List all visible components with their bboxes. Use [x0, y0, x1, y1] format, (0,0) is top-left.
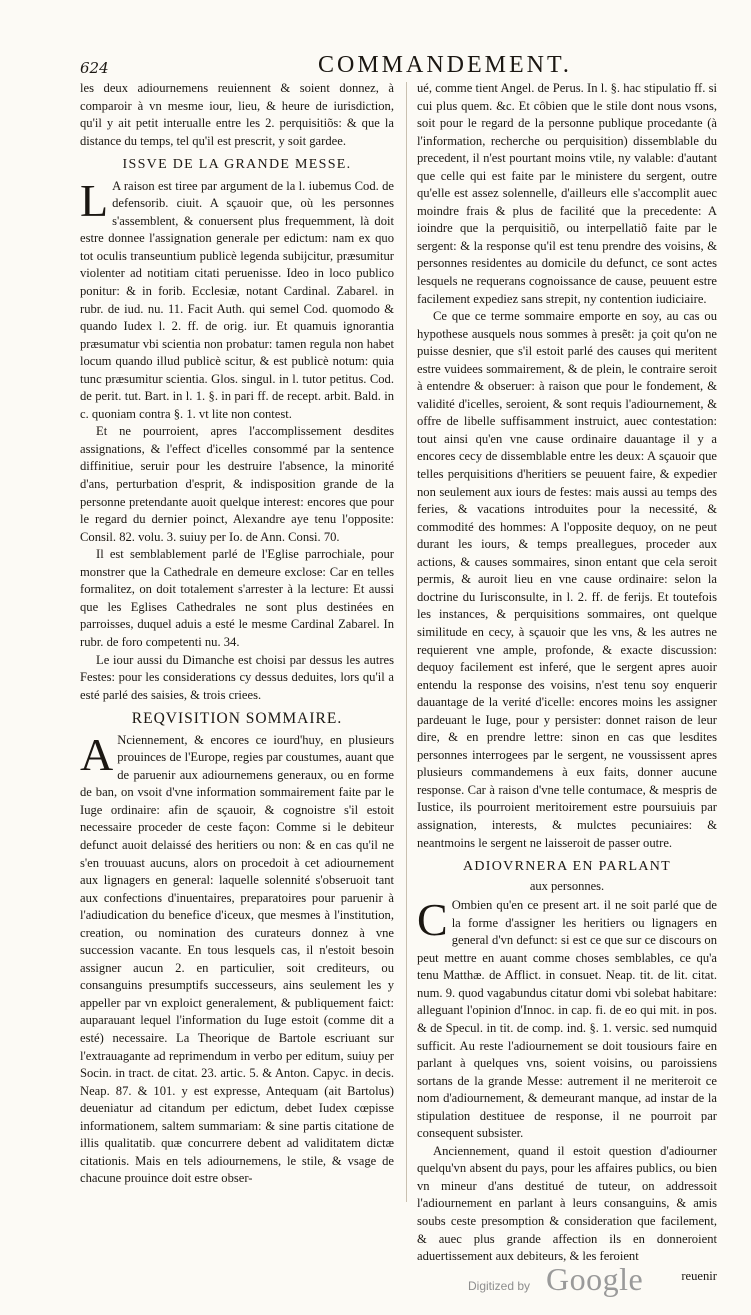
right-column [417, 80, 717, 1285]
paragraph-adiournera [417, 894, 717, 1143]
paragraph-dimanche: Le iour aussi du Dimanche est choisi par dessus les autres Festes: pour les considerations cy dessus deduites, lors qu'il a esté parlé des saisies, & trois criees. [80, 652, 394, 702]
column-divider [406, 82, 407, 1202]
paragraph-noint: Et ne pourroient, apres l'accomplissement desdites assignations, & l'effect d'icelles consommé par la sentence diffinitiue, seruir pour les destruire l'absence, la minorité d'ans, perturbation d'esprit, & indisposition grande de la personne pretendante auoit quelque interest: encores que pour le regard du dernier poinct, Alexandre aye tenu l'opposite: Consil. 82. volu. 3. suiuy per Io. de Ann. Consi. 70. [80, 424, 394, 544]
left-column [80, 80, 394, 1188]
page-number: 624 [80, 59, 109, 77]
drop-cap: A [80, 728, 114, 780]
watermark-prefix: Digitized by [468, 1279, 531, 1293]
paragraph-requisition [80, 728, 394, 1188]
google-watermark [468, 1261, 708, 1305]
running-head [78, 52, 718, 82]
section-subheading-adiournera: aux personnes. [529, 878, 605, 893]
section-heading-requisition: REQVISITION SOMMAIRE. [131, 710, 343, 728]
paragraph-anciennement: Anciennement, quand il estoit question d'adiourner quelqu'vn absent du pays, pour les affaires publics, ou bien vn mineur d'ans destitué de tuteur, on addressoit l'adiournement en parlant à leurs consanguins, & amis soubs ceste presomption & consideration que facilement, & auec plus grande affection ils en donneroient aduertissement aux debiteurs, & les feroient [417, 1143, 717, 1264]
google-logo: Google [546, 1261, 644, 1297]
drop-cap: C [417, 894, 448, 946]
paragraph-continuation: ué, comme tient Angel. de Perus. In l. §. hac stipulatio ff. si cui plus quem. &c. Et côbien que le stile dont nous vsons, soit pour le regard de la personne publique procedante (à l'information, recherche ou perquisition) dissemblable du precedent, il n'est pourtant moins vtile, ny valable: d'autant que celle qui est faite par le ministere du sergent, outre qu'elle est assez solennelle, d'ailleurs elle s'accomplit auec moindre frais & plus de facilité que la precedente: A ioindre que la perquisitiõ, ou interpellatiõ faite par le sergent: & la response qu'il est tenu prendre des voisins, & personnes residentes au domicile du defunct, ce sont actes lesquels ne requerans cognoissance de cause, peuuent estre facilement expediez sans strepit, ny contention iudiciaire. [417, 81, 717, 306]
paragraph-issue-text: A raison est tiree par argument de la l. iubemus Cod. de defensorib. ciuit. A sçauoir que, où les personnes s'assemblent, & conuersent plus frequemment, là doit estre donnee l'assignation generale per edictum: nam ex quo tot oculis transeuntium publicè legenda subijcitur, præsumitur violenter ad notitiam citati peruenisse. Ideo in loco publico ponitur: & in forib. Ecclesiæ, notant Cardinal. Zabarel. in rubr. de iud. nu. 11. Facit Auth. qui semel Cod. quomodo & quando Iudex l. 2. ff. de orig. iur. Et quamuis ignorantia præsumatur vbi scientia non probatur: tamen regula non habet locum quando illud publicè scitur, & est publicè notum: quia tunc præsumitur scientia. Glos. singul. in l. tutor petitus. Cod. de perit. tut. Bart. in l. 1. §. in pari ff. de recept. arbit. Bald. in c. quoniam contra §. 1. vt lite non contest. [80, 178, 394, 421]
paragraph-terme: Ce que ce terme sommaire emporte en soy, au cas ou hypothese ausquels nous sommes à presẽt: ja çoit qu'on ne puisse desnier, que s'il estoit parlé des causes qui meritent estre vuidees sommairement, & de plein, le contraire seroit à entendre & obseruer: à raison que pour le fondement, & validité d'icelles, seroient, & sont requis l'adiournement, & offre de libelle suffisamment instruict, auec contestation: tout ainsi qu'en vne cause ordinaire dauantage il y a encores cecy de dissemblable entre les deux: A sçauoir que telles perquisitions d'heritiers se peuuent faire, & expedier non seulement aux iours de festes: mais aussi au temps des feries, & vacations introduites pour la necessité, & commodité des hommes: A l'opposite dequoy, on ne peut durant les iours, & temps preallegues, proceder aux actions, & causes sommaires, sinon entant que cela seroit permis, & auroit lieu en vne cause ordinaire: selon la doctrine du Iurisconsulte, in l. 2. ff. de ferijs. Et toutefois les instances, & perquisitions sommaires, ont quelque similitude en cecy, à sçauoir que les vns, & les autres ne requierent vne ample, profonde, & exacte discussion: dequoy facilement est inferé, que le sergent apres auoir entendu la response des voisins, n'est tenu soy enquerir dauantage de la verité d'icelle: encores moins les assigner pardeuant le Iuge, pour y persister: donnet raison de leur dire, & en prendre lettre: sinon en cas que lesdites personnes interrogees par le sergent, ne voussissent apres plusieurs commandemens à eux faits, donner aucune response. Car à raison d'vne telle contumace, & mespris de Iustice, ils pourroient meritoirement estre poursuiuis par assignation, interests, & mulctes pecuniaires: & neantmoins le sergent ne laisseroit de passer outre. [417, 309, 717, 850]
paragraph-intro: les deux adiournemens reuiennent & soient donnez, à comparoir à vn mesme iour, lieu, & heure de iurisdiction, qu'il y ait petit interualle entre les 2. perquisitiõs: & que la distance du temps, tel qu'il est prescrit, y soit gardee. [80, 81, 394, 148]
paragraph-requisition-text: Nciennement, & encores ce iourd'huy, en plusieurs prouinces de l'Europe, regies par coustumes, auant que de paruenir aux adiournemens generaux, ou en forme de ban, on vsoit d'vne information sommairement faite par le Iuge ordinaire: afin de sçauoir, & cognoistre s'il estoit necessaire proceder de ceste façon: Comme si le debiteur defunct auoit delaissé des heritiers ou non: & en cas qu'il ne s'en trouuast aucuns, alors on procedoit à cet adiournement aux lignagers en general: laquelle solennité s'obseruoit tant aux confections d'inuentaires, preparatoires pour paruenir à l'adiudication du benefice d'iceux, que mesmes à l'institution, creation, ou nomination des curateurs donnez à vne succession vacante. En tous lesquels cas, il n'estoit besoin assigner aucun 2. en particulier, soit crediteurs, ou consanguins presumptifs successeurs, ains seulement les y appeller par vn exploict generalement, & publiquement faict: auparauant lequel l'information du Iuge estoit (comme dit a esté) necessaire. La Theorique de Bartole escriuant sur l'extrauagante ad reprimendum in verbo per editum, suiuy per Socin. in tract. de citat. 23. artic. 5. & Anton. Capyc. in decis. Neap. 87. & 101. y est expresse, Antequam (ait Bartolus) deueniatur ad citandum per edictum, debet Iudex cœpisse informationem, saltem summariam: & sine partis citatione de illis qualitatib. quæ concurrere debent ad validitatem dictæ citationis. Mais en tels adiournemens, le stile, & vsage de chacune prouince doit estre obser- [80, 732, 394, 1186]
paragraph-adiournera-text: Ombien qu'en ce present art. il ne soit parlé que de la forme d'assigner les heritiers ou lignagers en general d'vn defunct: si est ce que sur ce discours on peut mettre en auant comme choses semblables, ce qu'a tenu Matthæ. de Afflict. in consuet. Neap. tit. de lit. citat. num. 9. quod vagabundus citatur domi vbi solebat habitare: alleguant l'opinion d'Innoc. in cap. fi. de eo qui mit. in pos. & de Specul. in tit. de comp. ind. §. 1. versic. sed numquid sufficit. Au reste l'adiournement se doit tousiours faire en parlant à quelques vns, soient voisins, ou paroissiens sortans de la grande Messe: autrement il ne meriteroit ce nom d'adiournement, & demeurant manque, ad instar de la stipulation destituee de response, il ne pourroit par consequent subsister. [417, 898, 717, 1141]
paragraph-eglise: Il est semblablement parlé de l'Eglise parrochiale, pour monstrer que la Cathedrale en demeure exclose: Car en telles formalitez, on doit totalement s'arrester à la lecture: Et aussi que les Eglises Cathedrales ne sont plus destinées en parroisses, duquel aduis a esté le mesme Cardinal Zabarel. In rubr. de foro competenti nu. 34. [80, 547, 394, 649]
paragraph-issue [80, 174, 394, 424]
page-title: COMMANDEMENT. [318, 52, 572, 78]
catchword: reuenir [681, 1268, 717, 1283]
section-heading-adiournera: ADIOVRNERA EN PARLANT [462, 859, 671, 875]
drop-cap: L [80, 174, 109, 226]
section-heading-issue: ISSVE DE LA GRANDE MESSE. [122, 157, 352, 173]
